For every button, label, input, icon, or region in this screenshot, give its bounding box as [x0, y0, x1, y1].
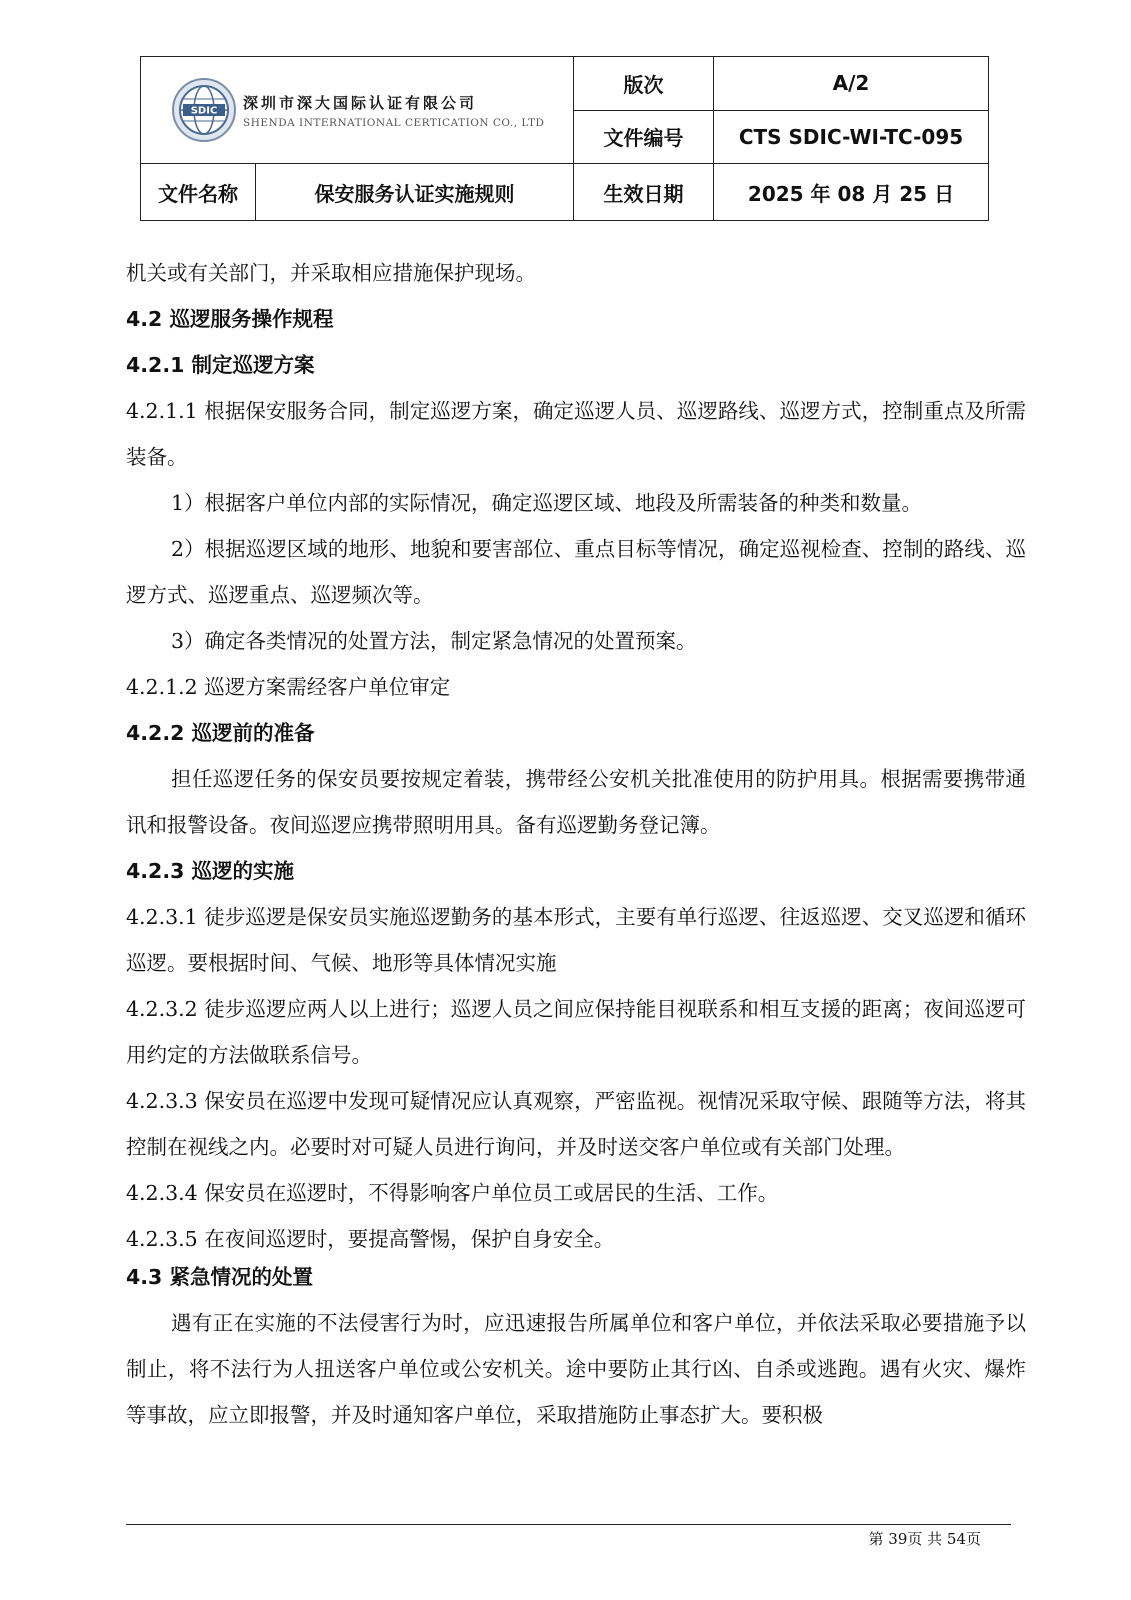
clause-paragraph: 4.2.3.5 在夜间巡逻时，要提高警惕，保护自身安全。	[126, 1227, 615, 1251]
version-label: 版次	[574, 57, 714, 111]
subsection-heading: 4.2.3 巡逻的实施	[126, 859, 295, 883]
company-logo-icon	[171, 77, 237, 143]
document-header-table	[140, 56, 989, 221]
effective-date-label: 生效日期	[574, 164, 714, 221]
document-body	[126, 250, 1026, 1438]
list-item: 2）根据巡逻区域的地形、地貌和要害部位、重点目标等情况，确定巡视检查、控制的路线、巡逻方式、巡逻重点、巡逻频次等。	[126, 537, 1026, 607]
clause-paragraph: 4.2.3.3 保安员在巡逻中发现可疑情况应认真观察，严密监视。视情况采取守候、跟随等方法，将其控制在视线之内。必要时对可疑人员进行询问，并及时送交客户单位或有关部门处理。	[126, 1089, 1026, 1159]
clause-paragraph: 4.2.3.2 徒步巡逻应两人以上进行；巡逻人员之间应保持能目视联系和相互支援的距离；夜间巡逻可用约定的方法做联系信号。	[126, 997, 1026, 1067]
clause-paragraph: 4.2.1.1 根据保安服务合同，制定巡逻方案，确定巡逻人员、巡逻路线、巡逻方式，控制重点及所需装备。	[126, 399, 1026, 469]
version-value: A/2	[714, 57, 989, 111]
doc-number-value: CTS SDIC-WI-TC-095	[714, 110, 989, 164]
section-heading: 4.3 紧急情况的处置	[126, 1265, 313, 1289]
clause-paragraph: 4.2.1.2 巡逻方案需经客户单位审定	[126, 675, 451, 699]
company-name-en: SHENDA INTERNATIONAL CERTICATION CO., LTD	[243, 116, 545, 129]
paragraph: 担任巡逻任务的保安员要按规定着装，携带经公安机关批准使用的防护用具。根据需要携带通讯和报警设备。夜间巡逻应携带照明用具。备有巡逻勤务登记簿。	[126, 767, 1026, 837]
company-name-cn: 深圳市深大国际认证有限公司	[243, 93, 478, 112]
subsection-heading: 4.2.1 制定巡逻方案	[126, 353, 315, 377]
svg-text:SDIC: SDIC	[190, 105, 218, 117]
footer-divider	[126, 1524, 1011, 1525]
paragraph: 机关或有关部门，并采取相应措施保护现场。	[126, 261, 536, 285]
subsection-heading: 4.2.2 巡逻前的准备	[126, 721, 315, 745]
paragraph: 遇有正在实施的不法侵害行为时，应迅速报告所属单位和客户单位，并依法采取必要措施予以制止，将不法行为人扭送客户单位或公安机关。途中要防止其行凶、自杀或逃跑。遇有火灾、爆炸等事故，应立即报警，并及时通知客户单位，采取措施防止事态扩大。要积极	[126, 1311, 1026, 1427]
doc-name-label: 文件名称	[141, 164, 256, 221]
list-item: 1）根据客户单位内部的实际情况，确定巡逻区域、地段及所需装备的种类和数量。	[171, 491, 923, 515]
clause-paragraph: 4.2.3.1 徒步巡逻是保安员实施巡逻勤务的基本形式，主要有单行巡逻、往返巡逻、交叉巡逻和循环巡逻。要根据时间、气候、地形等具体情况实施	[126, 905, 1026, 975]
section-heading: 4.2 巡逻服务操作规程	[126, 307, 334, 331]
effective-date-value: 2025 年 08 月 25 日	[714, 164, 989, 221]
list-item: 3）确定各类情况的处置方法，制定紧急情况的处置预案。	[171, 629, 697, 653]
doc-name-value: 保安服务认证实施规则	[256, 164, 574, 221]
company-logo-cell	[141, 57, 574, 164]
clause-paragraph: 4.2.3.4 保安员在巡逻时，不得影响客户单位员工或居民的生活、工作。	[126, 1181, 779, 1205]
page-number: 第 39页 共 54页	[868, 1530, 981, 1548]
doc-number-label: 文件编号	[574, 110, 714, 164]
